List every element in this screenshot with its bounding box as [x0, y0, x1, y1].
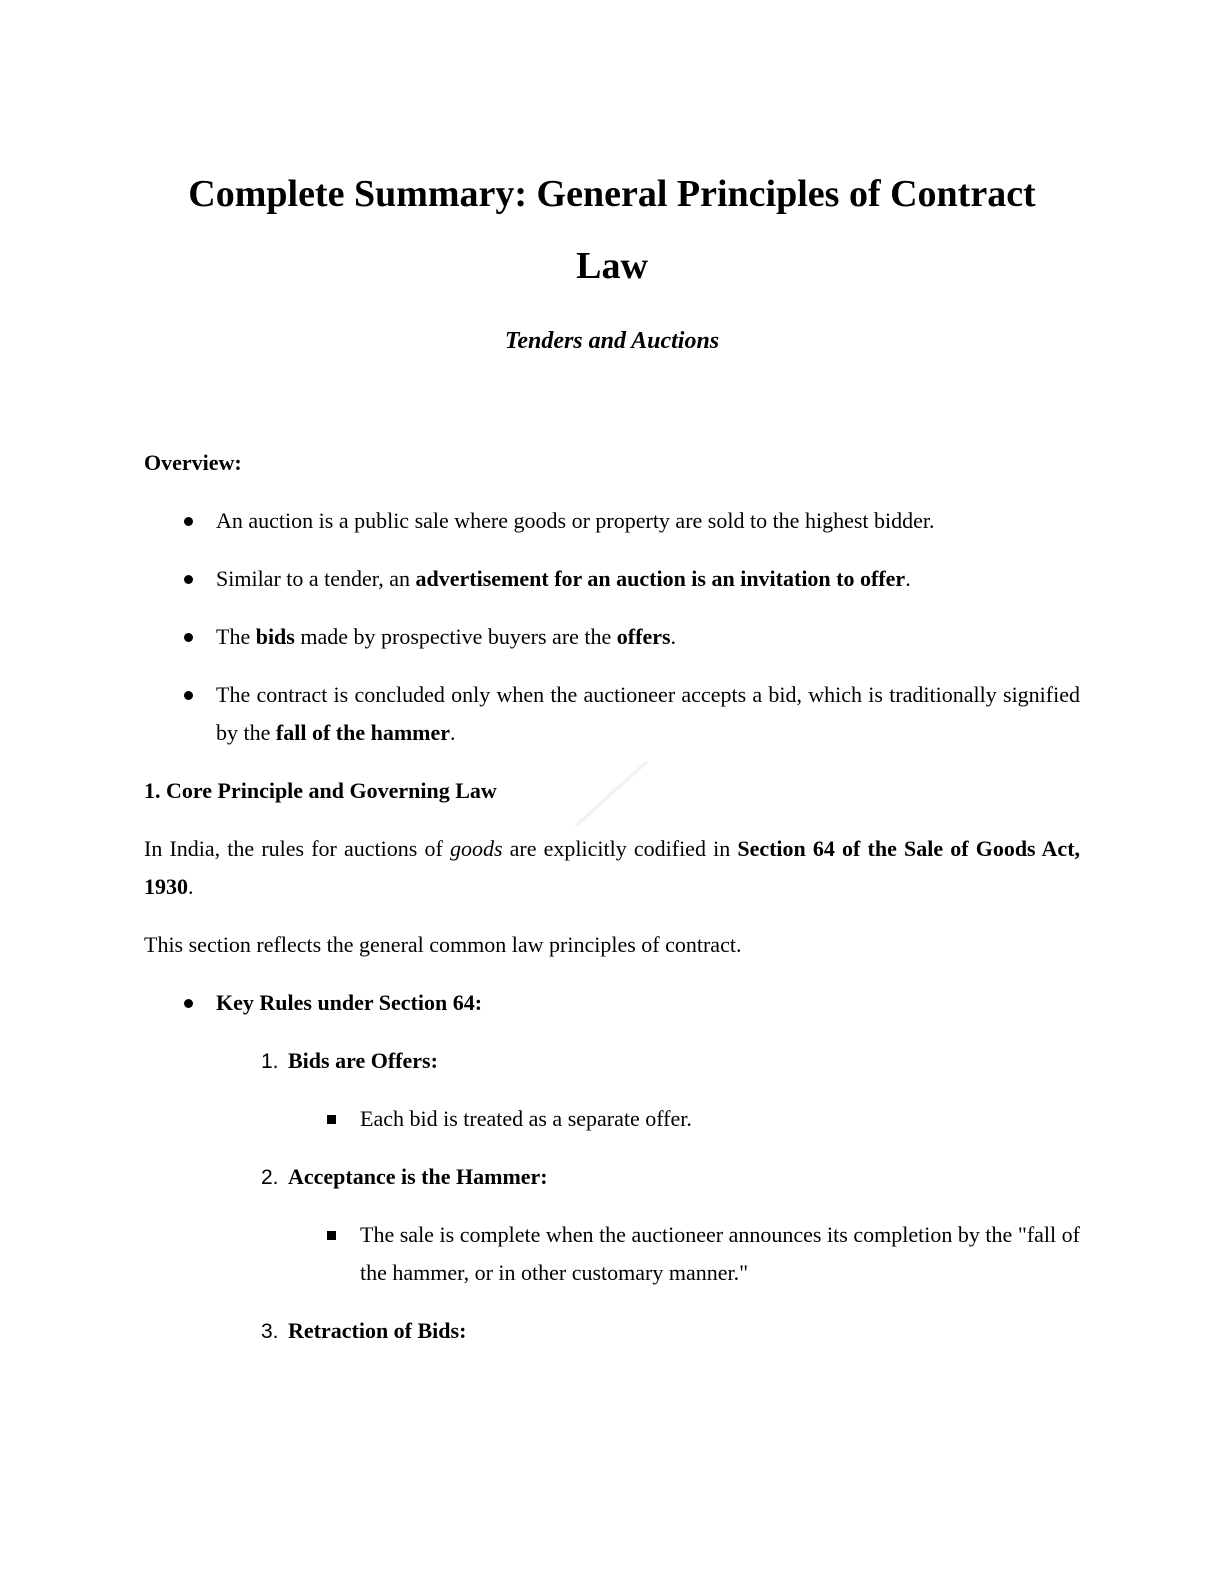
text-run: In India, the rules for auctions of: [144, 836, 450, 861]
text-run: bids: [255, 624, 295, 649]
overview-heading: [144, 444, 1080, 482]
numbered-item-acceptance-hammer: [144, 1158, 1080, 1196]
list-number-label: 3.: [261, 1320, 279, 1343]
text-content: [144, 450, 242, 475]
text-run: .: [670, 624, 677, 649]
paragraph-india-rules: [144, 830, 1080, 906]
bullet-dot-icon: [184, 575, 193, 584]
text-run: Overview:: [144, 450, 242, 475]
text-run: .: [905, 566, 911, 591]
text-run: Each bid is treated as a separate offer.: [360, 1106, 692, 1131]
text-run: Section 64 of the Sale of Goods Act, 1930: [144, 836, 1081, 899]
text-run: .: [450, 720, 456, 745]
text-content: [288, 1318, 466, 1343]
text-run: offers: [616, 624, 671, 649]
text-run: The contract is concluded only when the auctioneer accepts a bid, which is traditionally signified by the: [216, 682, 1080, 745]
text-run: goods: [449, 836, 503, 861]
text-run: are explicitly codified in: [502, 836, 738, 861]
paragraph-common-law: [144, 926, 1080, 964]
document-title: [144, 158, 1080, 302]
bullet-dot-icon: [184, 517, 193, 526]
text-content: [360, 1222, 1080, 1285]
text-content: [216, 624, 676, 649]
text-content: [360, 1106, 692, 1131]
bullet-bids-are-offers: [144, 618, 1080, 656]
bullet-dot-icon: [184, 633, 193, 642]
document-blocks: [144, 444, 1080, 1350]
text-content: [144, 836, 1080, 899]
document-title-line-2: Law: [576, 245, 648, 287]
bullet-key-rules: [144, 984, 1080, 1022]
text-run: made by prospective buyers are the: [294, 624, 617, 649]
bullet-dot-icon: [184, 999, 193, 1008]
subitem-each-bid: [144, 1100, 1080, 1138]
text-content: [144, 932, 741, 957]
text-run: .: [188, 874, 194, 899]
document-subtitle: Tenders and Auctions: [504, 328, 720, 354]
text-run: Acceptance is the Hammer:: [288, 1164, 548, 1189]
text-run: This section reflects the general common law principles of contract.: [144, 932, 742, 957]
bullet-dot-icon: [184, 691, 193, 700]
text-run: Key Rules under Section 64:: [216, 990, 483, 1015]
text-run: fall of the hammer: [275, 720, 451, 745]
list-number-label: 1.: [261, 1050, 279, 1073]
text-run: An auction is a public sale where goods or property are sold to the highest bidder.: [216, 508, 935, 533]
text-run: Similar to a tender, an: [216, 566, 416, 591]
text-run: advertisement for an auction is an invitation to offer: [415, 566, 906, 591]
list-number-label: 2.: [261, 1166, 279, 1189]
section-1-heading: [144, 772, 1080, 810]
bullet-auction-definition: [144, 502, 1080, 540]
text-content: [216, 566, 911, 591]
bullet-invitation-to-offer: [144, 560, 1080, 598]
numbered-item-bids-are-offers: [144, 1042, 1080, 1080]
square-bullet-icon: [327, 1231, 336, 1240]
text-run: 1. Core Principle and Governing Law: [144, 778, 497, 803]
text-content: [216, 508, 935, 533]
bullet-contract-concluded: [144, 676, 1080, 752]
numbered-item-retraction: [144, 1312, 1080, 1350]
text-run: The sale is complete when the auctioneer announces its completion by the "fall of the hammer, or in other customary manner.": [360, 1222, 1080, 1285]
text-run: Retraction of Bids:: [288, 1318, 467, 1343]
text-content: [216, 682, 1080, 745]
text-content: [144, 778, 497, 803]
text-run: Bids are Offers:: [288, 1048, 438, 1073]
subitem-sale-complete: [144, 1216, 1080, 1292]
text-content: [216, 990, 482, 1015]
text-run: The: [216, 624, 256, 649]
text-content: [288, 1048, 438, 1073]
document-title-line-1: Complete Summary: General Principles of Contract: [188, 173, 1036, 215]
text-content: [288, 1164, 548, 1189]
square-bullet-icon: [327, 1115, 336, 1124]
